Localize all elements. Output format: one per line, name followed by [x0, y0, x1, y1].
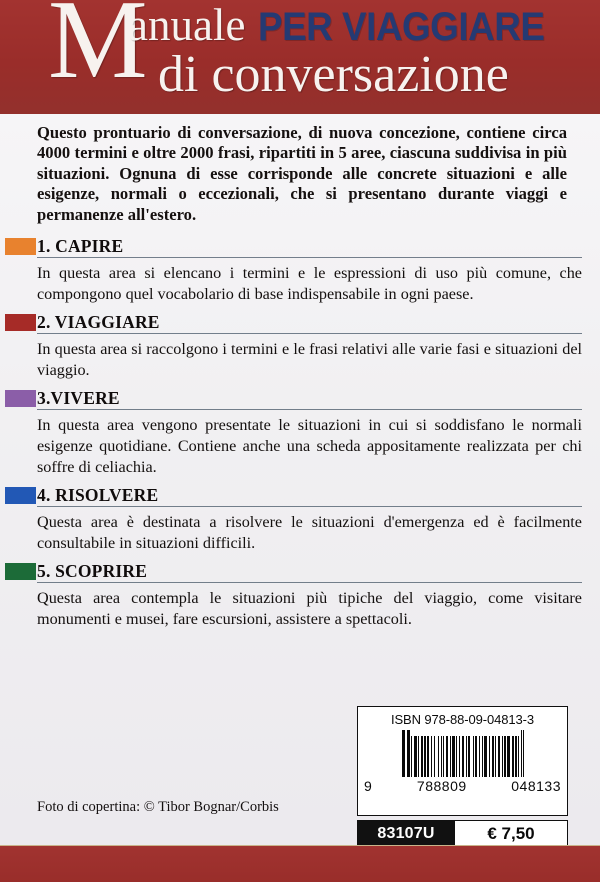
barcode-digit-group-1: 788809 — [416, 778, 467, 794]
section-item — [0, 388, 600, 477]
title-dropcap: M — [48, 0, 146, 102]
section-color-swatch — [5, 238, 36, 255]
barcode-digit-prefix: 9 — [364, 778, 373, 794]
section-color-swatch — [5, 487, 36, 504]
section-rule — [37, 333, 582, 334]
section-color-swatch — [5, 563, 36, 580]
cover-header — [0, 0, 600, 114]
section-header — [0, 561, 600, 585]
section-title: 1. CAPIRE — [37, 236, 124, 256]
code-price-row — [357, 820, 568, 847]
section-rule — [37, 257, 582, 258]
title-word-manuale: anuale — [128, 0, 246, 50]
section-header — [0, 388, 600, 412]
title-line-two: di conversazione — [158, 46, 509, 103]
section-header — [0, 236, 600, 260]
section-rule — [37, 409, 582, 410]
section-rule — [37, 506, 582, 507]
section-text: Questa area è destinata a risolvere le situazioni d'emergenza ed è facilmente consultabile in situazioni difficili. — [37, 513, 582, 552]
section-title: 2. VIAGGIARE — [37, 312, 160, 333]
internal-code: 83107U — [358, 821, 454, 846]
cover-body — [0, 114, 600, 845]
section-item — [0, 236, 600, 304]
cover-header-inner — [0, 0, 600, 114]
section-color-swatch — [5, 314, 36, 331]
section-text: In questa area si raccolgono i termini e le frasi relativi alle varie fasi e situazioni del viaggio. — [37, 340, 582, 379]
section-text: In questa area vengono presentate le situazioni in cui si soddisfano le normali esigenze quotidiane. Contiene anche una scheda appositamente realizzata per chi soffre di celiachia. — [37, 416, 582, 476]
section-rule — [37, 582, 582, 583]
intro-paragraph: Questo prontuario di conversazione, di nuova concezione, contiene circa 4000 termini e oltre 2000 frasi, ripartiti in 5 aree, ciascuna suddivisa in più situazioni. Ognuna di esse corrisponde alle concrete situazioni e alle esigenze, normali o eccezionali, che si presentano durante viaggi e permanenze all'estero. — [37, 123, 567, 224]
cover-footer — [0, 845, 600, 882]
section-color-swatch — [5, 390, 36, 407]
sections-list — [0, 236, 600, 638]
barcode-digit-group-2: 048133 — [511, 778, 561, 794]
isbn-label: ISBN 978-88-09-04813-3 — [390, 712, 535, 727]
section-title: 3.VIVERE — [37, 388, 120, 409]
photo-credit: Foto di copertina: © Tibor Bognar/Corbis — [37, 799, 279, 815]
section-header — [0, 485, 600, 509]
section-header — [0, 312, 600, 336]
barcode-bars-icon — [358, 730, 567, 777]
barcode-digits — [358, 777, 567, 794]
section-text: Questa area contempla le situazioni più tipiche del viaggio, come visitare monumenti e musei, fare escursioni, assistere a spettacoli. — [37, 589, 582, 628]
price-value: € 7,50 — [454, 821, 567, 846]
section-title: 5. SCOPRIRE — [37, 561, 148, 582]
title-word-per-viaggiare: PER VIAGGIARE — [258, 5, 545, 49]
section-text: In questa area si elencano i termini e le espressioni di uso più comune, che compongono quel vocabolario di base indispensabile in ogni paese. — [37, 264, 582, 303]
section-item — [0, 561, 600, 629]
section-title: 4. RISOLVERE — [37, 485, 159, 506]
section-item — [0, 312, 600, 380]
section-item — [0, 485, 600, 553]
barcode-box — [357, 706, 568, 816]
